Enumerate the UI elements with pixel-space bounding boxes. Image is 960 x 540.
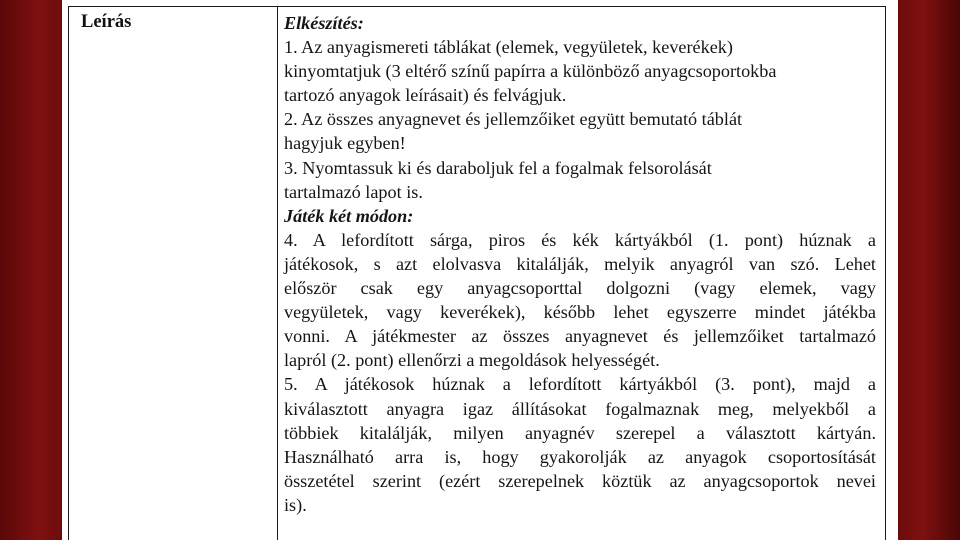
text-line: hagyjuk egyben! [284,133,406,154]
text-line: tartozó anyagok leírásait) és felvágjuk. [284,85,567,106]
preparation-steps [284,35,876,204]
text-line: kiválasztott anyagra igaz állításokat fogalmaznak meg, melyekből a [284,398,876,419]
text-line: lapról (2. pont) ellenőrzi a megoldások helyességét. [284,350,660,371]
document-page [62,0,898,540]
text-line: többiek kitalálják, milyen anyagnév szerepel a választott kártyán. [284,422,876,443]
text-line: is). [284,494,307,515]
description-content [284,11,876,517]
text-line: 3. Nyomtassuk ki és daraboljuk fel a fogalmak felsorolását [284,157,712,178]
text-line: tartalmazó lapot is. [284,181,423,202]
text-line: 5. A játékosok húznak a lefordított kártyákból (3. pont), majd a [284,374,876,395]
game-steps [284,228,876,517]
text-line: 1. Az anyagismereti táblákat (elemek, vegyületek, keverékek) [284,37,733,58]
text-line: először csak egy anyagcsoporttal dolgozni (vagy elemek, vagy [284,278,876,299]
text-line: vonni. A játékmester az összes anyagnevet és jellemzőiket tartalmazó [284,326,876,347]
slide-background-right [898,0,960,540]
description-table [68,6,886,540]
column-divider [277,7,278,540]
row-label-leiras: Leírás [81,12,132,32]
text-line: vegyületek, vagy keverékek), később lehet egyszerre mindet játékba [284,302,876,323]
slide-background-left [0,0,64,540]
text-line: kinyomtatjuk (3 eltérő színű papírra a különböző anyagcsoportokba [284,61,777,82]
text-line: 2. Az összes anyagnevet és jellemzőiket együtt bemutató táblát [284,109,743,130]
text-line: 4. A lefordított sárga, piros és kék kártyákból (1. pont) húznak a [284,229,876,250]
preparation-heading: Elkészítés: [284,13,364,33]
text-line: Használható arra is, hogy gyakorolják az anyagok csoportosítását [284,446,876,467]
text-line: játékosok, s azt elolvasva kitalálják, melyik anyagról van szó. Lehet [284,253,876,274]
text-line: összetétel szerint (ezért szerepelnek köztük az anyagcsoportok nevei [284,470,876,491]
game-heading: Játék két módon: [284,205,414,226]
